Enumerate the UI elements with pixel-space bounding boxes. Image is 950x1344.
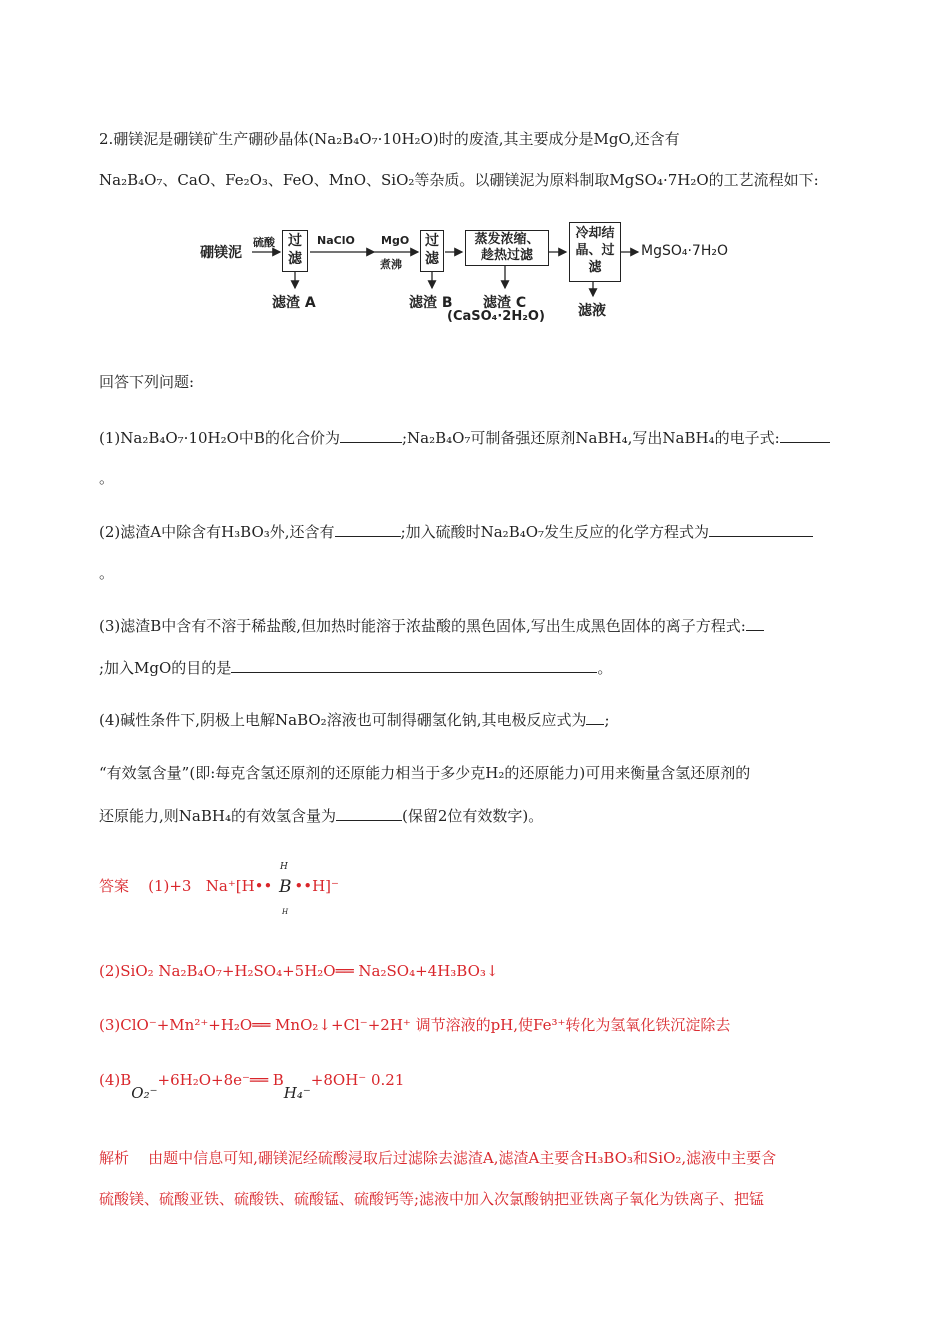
question-3: (3)滤渣B中含有不溶于稀盐酸,但加热时能溶于浓盐酸的黑色固体,写出生成黑色固体的离子方程式: (99, 615, 764, 636)
answer-blank-3a[interactable] (746, 615, 764, 631)
question-4: (4)碱性条件下,阴极上电解NaBO₂溶液也可制得硼氢化钠,其电极反应式为 ; (99, 711, 610, 729)
flow-reagent-naclo: NaClO (317, 234, 355, 247)
analysis-label: 解析 (99, 1149, 130, 1167)
lewis-top-h: H (280, 862, 288, 872)
question-4-cont: 还原能力,则NaBH₄的有效氢含量为 (保留2位有效数字)。 (99, 807, 544, 825)
flow-box-filter-2: 过滤 (420, 230, 444, 272)
question-1-end: 。 (99, 469, 115, 487)
answer-blank-3b[interactable] (231, 657, 597, 673)
answer-1: 答案 (1)+3 Na⁺[H•• ••H]⁻ (99, 877, 339, 895)
bo2-subscript: O₂⁻ (131, 1084, 158, 1102)
answer-3: (3)ClO⁻+Mn²⁺+H₂O══ MnO₂↓+Cl⁻+2H⁺ 调节溶液的pH,使Fe³⁺转化为氢氧化铁沉淀除去 (99, 1016, 731, 1034)
process-flowchart (196, 216, 766, 328)
flow-condition-boil: 煮沸 (380, 258, 402, 271)
flow-box-filter-1: 过滤 (282, 230, 308, 272)
question-intro-line2: Na₂B₄O₇、CaO、Fe₂O₃、FeO、MnO、SiO₂等杂质。以硼镁泥为原料制取MgSO₄·7H₂O的工艺流程如下: (99, 171, 819, 189)
flow-product: MgSO₄·7H₂O (641, 243, 729, 259)
question-4-note: “有效氢含量”(即:每克含氢还原剂的还原能力相当于多少克H₂的还原能力)可用来衡量含氢还原剂的 (99, 764, 751, 782)
analysis-line1: 解析 由题中信息可知,硼镁泥经硫酸浸取后过滤除去滤渣A,滤渣A主要含H₃BO₃和SiO₂,滤液中主要含 (99, 1149, 777, 1167)
question-2-end: 。 (99, 564, 115, 582)
answer-blank-1b[interactable] (780, 427, 830, 443)
flow-filtrate: 滤液 (578, 303, 606, 319)
analysis-line2: 硫酸镁、硫酸亚铁、硫酸铁、硫酸锰、硫酸钙等;滤液中加入次氯酸钠把亚铁离子氧化为铁离子、把锰 (99, 1190, 765, 1208)
flow-residue-c-formula: (CaSO₄·2H₂O) (447, 309, 545, 324)
flow-residue-b: 滤渣 B (409, 295, 453, 311)
flow-start: 硼镁泥 (200, 245, 242, 261)
flow-reagent-mgo: MgO (381, 234, 410, 247)
flow-residue-c: 滤渣 C (483, 295, 527, 311)
answer-blank-2b[interactable] (709, 521, 813, 537)
answer-2: (2)SiO₂ Na₂B₄O₇+H₂SO₄+5H₂O══ Na₂SO₄+4H₃BO₃↓ (99, 962, 499, 980)
answer-label: 答案 (99, 877, 130, 895)
flow-residue-a: 滤渣 A (272, 295, 316, 311)
flow-box-crystallize: 冷却结晶、过滤 (569, 222, 621, 282)
answer-blank-2a[interactable] (335, 521, 401, 537)
answer-blank-4a[interactable] (586, 709, 604, 725)
question-2: (2)滤渣A中除含有H₃BO₃外,还含有 ;加入硫酸时Na₂B₄O₇发生反应的化学方程式为 (99, 521, 813, 542)
bh4-subscript: H₄⁻ (283, 1084, 311, 1102)
answer-blank-4b[interactable] (336, 805, 402, 821)
flow-reagent-sulfuric: 硫酸 (253, 236, 275, 249)
lewis-bottom-h: H (282, 908, 289, 916)
nabh4-lewis-right: ••H]⁻ (294, 877, 339, 895)
question-3-cont: ;加入MgO的目的是 。 (99, 659, 613, 677)
answer-4: (4)BO₂⁻+6H₂O+8e⁻══ BH₄⁻+8OH⁻ 0.21 (99, 1071, 405, 1102)
answer-blank-1a[interactable] (340, 427, 402, 443)
nabh4-lewis-left: Na⁺[H•• (205, 877, 273, 895)
question-prompt: 回答下列问题: (99, 373, 195, 391)
question-intro-line1: 2.硼镁泥是硼镁矿生产硼砂晶体(Na₂B₄O₇·10H₂O)时的废渣,其主要成分是MgO,还含有 (99, 130, 680, 148)
flow-box-evaporate: 蒸发浓缩、趁热过滤 (465, 230, 549, 266)
question-1: (1)Na₂B₄O₇·10H₂O中B的化合价为 ;Na₂B₄O₇可制备强还原剂NaBH₄,写出NaBH₄的电子式: (99, 427, 830, 448)
lewis-center-b: B (279, 877, 292, 897)
